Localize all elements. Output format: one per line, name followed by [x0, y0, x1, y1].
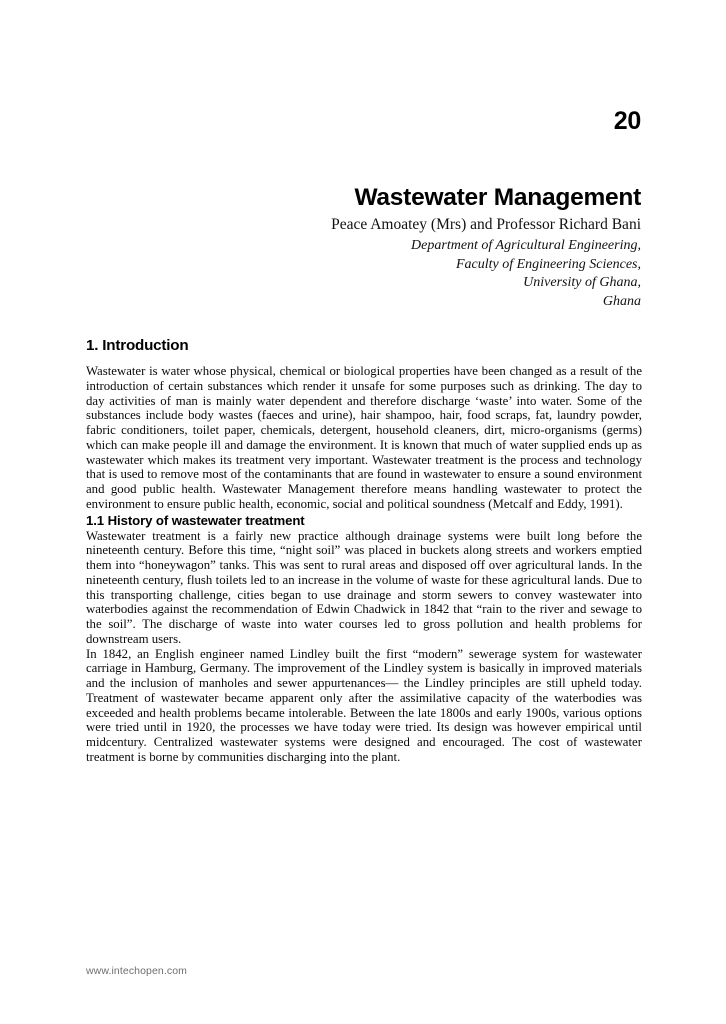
paragraph-introduction: Wastewater is water whose physical, chemical or biological properties have been changed as a result of the introduction of certain substances which render it unsafe for some purposes such as drinking. The day to day activities of man is mainly water dependent and therefore discharge ‘waste’ into water. Some of the substances include body wastes (faeces and urine), hair shampoo, hair, food scraps, fat, laundry powder, fabric conditioners, toilet paper, chemicals, detergent, household cleaners, dirt, micro-organisms (germs) which can make people ill and damage the environment. It is known that much of water supplied ends up as wastewater which makes its treatment very important. Wastewater treatment is the process and technology that is used to remove most of the contaminants that are found in wastewater to ensure a sound environment and good public health. Wastewater Management therefore means handling wastewater to protect the environment to ensure public health, economic, social and political soundness (Metcalf and Eddy, 1991).: [86, 364, 642, 511]
affiliation-line-1: Department of Agricultural Engineering,: [411, 238, 641, 253]
author-line: Peace Amoatey (Mrs) and Professor Richard Bani: [331, 216, 641, 233]
body-content: [86, 337, 642, 765]
paragraph-history-1: Wastewater treatment is a fairly new practice although drainage systems were built long before the nineteenth century. Before this time, “night soil” was placed in buckets along streets and workers emptied them into “honeywagon” tanks. This was sent to rural areas and disposed off over agricultural lands. In the nineteenth century, flush toilets led to an increase in the volume of waste for these agricultural lands. Due to this transporting challenge, cities began to use drainage and storm sewers to convey wastewater into waterbodies against the recommendation of Edwin Chadwick in 1842 that “rain to the river and sewage to the soil”. The discharge of waste into water courses led to gross pollution and health problems for downstream users.: [86, 528, 642, 646]
section-heading-introduction: 1. Introduction: [86, 337, 189, 354]
footer-url[interactable]: www.intechopen.com: [86, 965, 188, 977]
affiliation-line-3: University of Ghana,: [523, 275, 641, 291]
affiliation-line-2: Faculty of Engineering Sciences,: [455, 256, 641, 272]
chapter-number: 20: [613, 107, 641, 135]
section-heading-history: 1.1 History of wastewater treatment: [86, 512, 305, 528]
paragraph-history-2: In 1842, an English engineer named Lindley built the first “modern” sewerage system for wastewater carriage in Hamburg, Germany. The improvement of the Lindley system is basically in improved materials and the inclusion of manholes and sewer appurtenances— the Lindley principles are still upheld today. Treatment of wastewater became apparent only after the assimilative capacity of the waterbodies was exceeded and health problems became intolerable. Between the late 1800s and early 1900s, various options were tried until in 1920, the processes we have today were tried. Its design was however empirical until midcentury. Centralized wastewater systems were designed and encouraged. The cost of wastewater treatment is borne by communities discharging into the plant.: [86, 646, 642, 764]
affiliation-block: [81, 237, 641, 311]
affiliation-line-4: Ghana: [602, 293, 641, 309]
page-title: Wastewater Management: [354, 184, 641, 212]
